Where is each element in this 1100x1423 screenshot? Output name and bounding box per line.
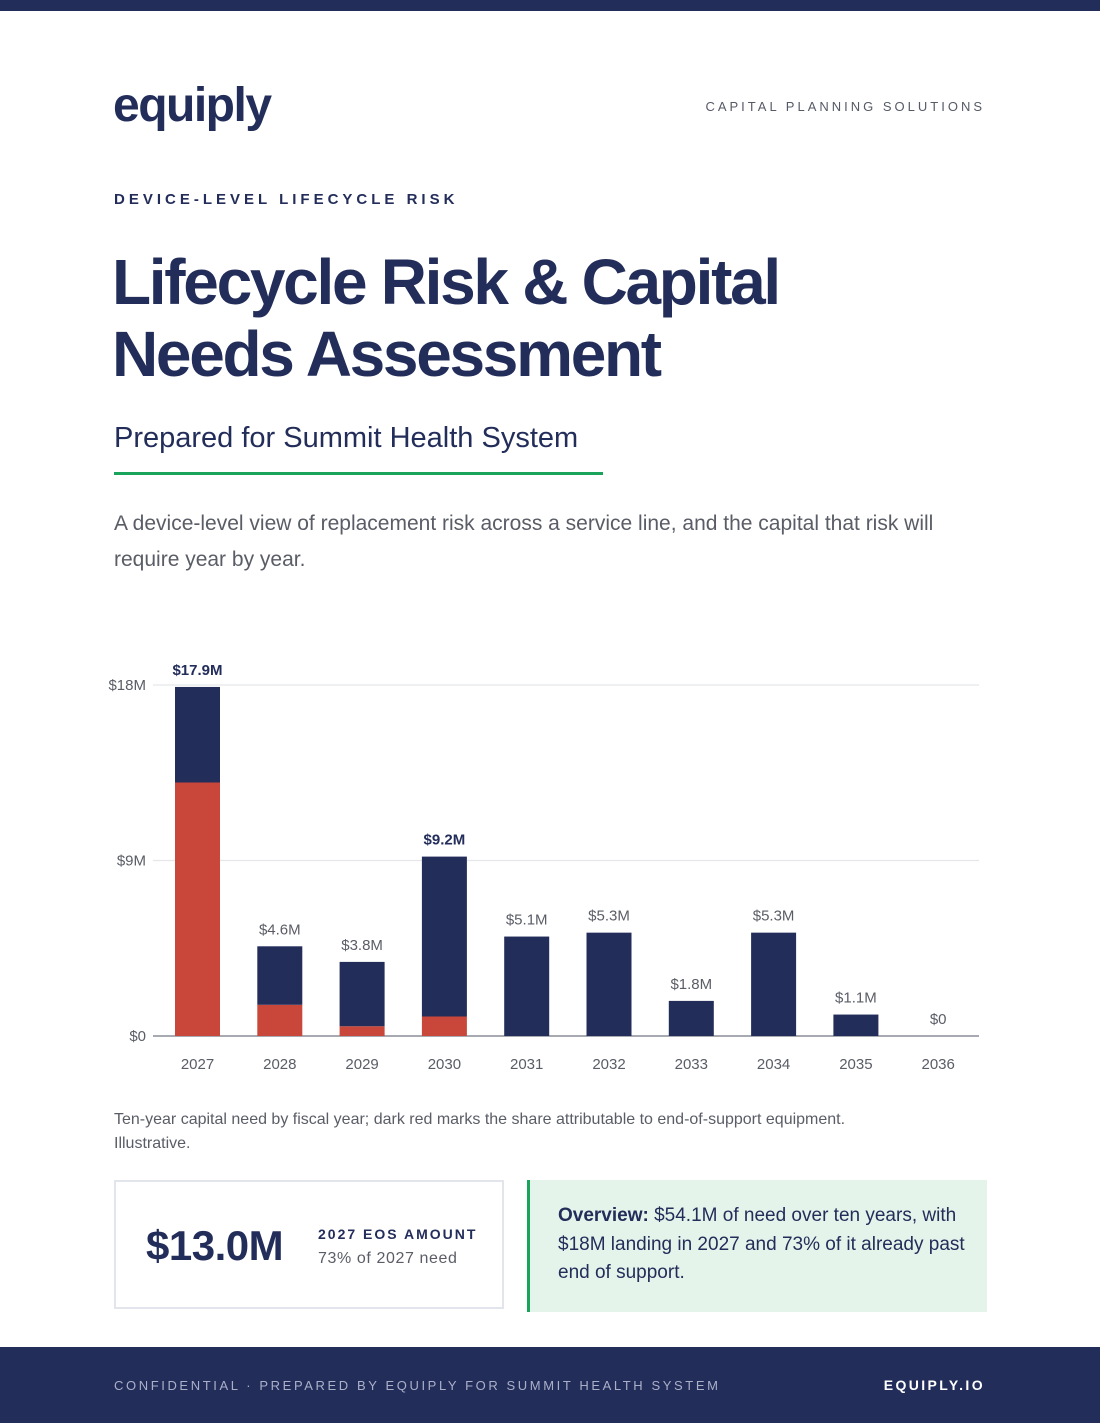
x-tick-label: 2034 bbox=[756, 1056, 791, 1073]
equiply-logo: equiply bbox=[113, 79, 271, 132]
page-title bbox=[112, 246, 912, 390]
bar-total-label: $3.8M bbox=[341, 936, 383, 954]
bar-other-segment bbox=[175, 687, 220, 783]
capital-need-chart bbox=[0, 640, 1100, 1090]
bar-other-segment bbox=[340, 962, 385, 1026]
bar-eos-segment bbox=[175, 783, 220, 1037]
bar-other-segment bbox=[751, 933, 796, 1036]
footer-confidential: CONFIDENTIAL · PREPARED BY EQUIPLY FOR SUMMIT HEALTH SYSTEM bbox=[114, 1378, 721, 1393]
bar-other-segment bbox=[422, 857, 467, 1017]
x-tick-label: 2033 bbox=[674, 1056, 708, 1073]
x-tick-label: 2031 bbox=[510, 1056, 544, 1073]
eos-stat-card bbox=[114, 1180, 504, 1309]
section-eyebrow: DEVICE-LEVEL LIFECYCLE RISK bbox=[114, 191, 459, 208]
bar-total-label: $5.3M bbox=[588, 907, 630, 925]
x-tick-label: 2032 bbox=[592, 1056, 626, 1073]
bar-eos-segment bbox=[422, 1017, 467, 1037]
bar-eos-segment bbox=[340, 1026, 385, 1036]
bar-other-segment bbox=[504, 937, 549, 1036]
brand-tagline: CAPITAL PLANNING SOLUTIONS bbox=[705, 99, 985, 114]
bar-total-label: $1.1M bbox=[835, 989, 877, 1007]
footer-website-link[interactable]: EQUIPLY.IO bbox=[883, 1377, 985, 1393]
bar-total-label: $1.8M bbox=[670, 975, 713, 993]
y-tick-label: $0 bbox=[129, 1028, 146, 1045]
bar-total-label: $4.6M bbox=[258, 921, 301, 939]
y-tick-label: $9M bbox=[116, 852, 146, 870]
eos-stat-label: 2027 EOS AMOUNT bbox=[318, 1226, 478, 1242]
bar-total-label: $5.1M bbox=[505, 911, 548, 929]
x-tick-label: 2027 bbox=[180, 1056, 215, 1073]
bar-other-segment bbox=[587, 933, 632, 1036]
x-tick-label: 2036 bbox=[921, 1056, 955, 1073]
eos-stat-sub: 73% of 2027 need bbox=[318, 1250, 458, 1267]
bar-eos-segment bbox=[257, 1005, 302, 1036]
x-tick-label: 2028 bbox=[263, 1056, 297, 1073]
bar-total-label: $17.9M bbox=[172, 661, 223, 679]
prepared-for: Prepared for Summit Health System bbox=[114, 422, 579, 454]
x-tick-label: 2035 bbox=[839, 1056, 873, 1073]
prepared-underline bbox=[114, 472, 603, 475]
bar-total-label: $0 bbox=[929, 1011, 947, 1028]
bar-other-segment bbox=[833, 1015, 878, 1036]
overview-callout bbox=[527, 1180, 987, 1312]
x-tick-label: 2029 bbox=[345, 1056, 379, 1073]
bar-other-segment bbox=[257, 946, 302, 1005]
overview-text: $54.1M of need over ten years, with $18M landing in 2027 and 73% of it already past end of support. bbox=[558, 1205, 965, 1283]
footer-bar bbox=[0, 1347, 1100, 1423]
eos-stat-value: $13.0M bbox=[146, 1222, 284, 1269]
top-accent-bar bbox=[0, 0, 1100, 11]
bar-total-label: $5.3M bbox=[752, 907, 795, 925]
title-line-2: Needs Assessment bbox=[112, 318, 660, 390]
x-tick-label: 2030 bbox=[427, 1056, 462, 1073]
chart-caption: Ten-year capital need by fiscal year; dark red marks the share attributable to end-of-support equipment. Illustrative. bbox=[114, 1111, 846, 1152]
y-tick-label: $18M bbox=[108, 677, 146, 694]
title-line-1: Lifecycle Risk & Capital bbox=[112, 246, 779, 318]
bar-other-segment bbox=[669, 1001, 714, 1036]
intro-text: A device-level view of replacement risk across a service line, and the capital that risk will require year by year. bbox=[114, 512, 934, 571]
bar-total-label: $9.2M bbox=[423, 831, 466, 849]
overview-lead: Overview: bbox=[558, 1205, 649, 1226]
